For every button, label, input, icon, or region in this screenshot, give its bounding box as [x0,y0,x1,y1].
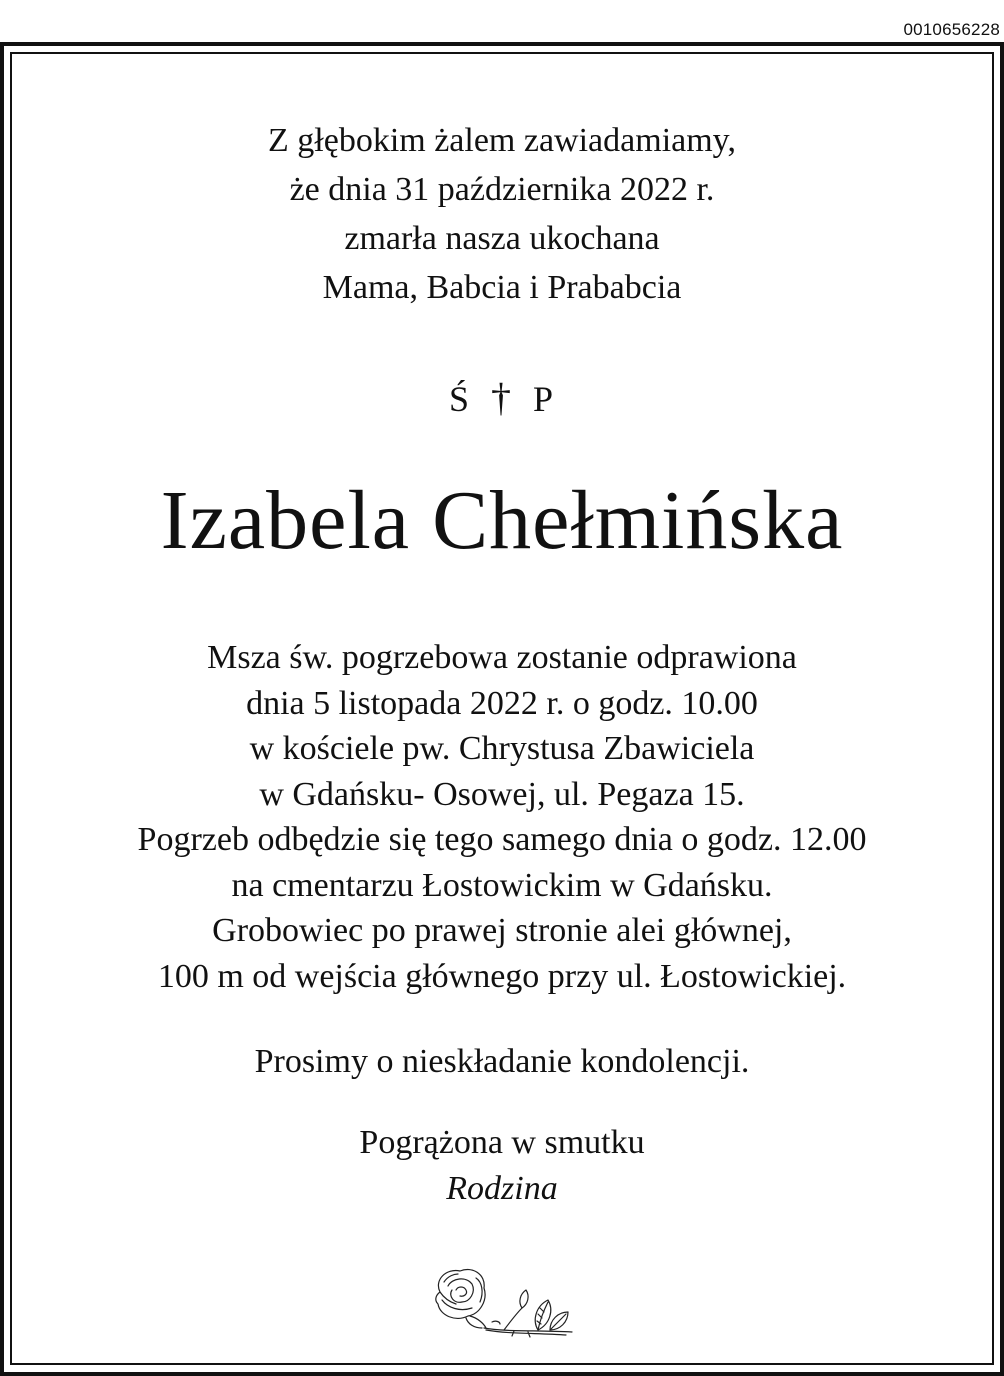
funeral-line: w kościele pw. Chrystusa Zbawiciela [249,730,755,767]
intro-line: Z głębokim żalem zawiadamiamy, [268,122,736,159]
closing-block [12,1120,992,1212]
funeral-line: 100 m od wejścia głównego przy ul. Łostowickiej. [157,957,847,995]
funeral-line: Grobowiec po prawej stronie alei głównej, [212,912,792,949]
funeral-line: dnia 5 listopada 2022 r. o godz. 10.00 [246,684,758,722]
funeral-line: Msza św. pogrzebowa zostanie odprawiona [207,639,797,676]
cross-icon: † [491,375,513,420]
rose-icon [426,1262,580,1354]
funeral-line: w Gdańsku- Osowej, ul. Pegaza 15. [259,775,745,813]
intro-line: zmarła nasza ukochana [344,220,660,257]
funeral-line: na cmentarzu Łostowickim w Gdańsku. [231,866,773,904]
memorial-symbols [12,376,992,421]
funeral-line: Pogrzeb odbędzie się tego samego dnia o godz. 12.00 [137,821,867,858]
request-line: Prosimy o nieskładanie kondolencji. [254,1043,750,1080]
intro-line: że dnia 31 października 2022 r. [289,171,715,208]
funeral-details [12,635,992,999]
condolence-request [12,1037,992,1086]
signature: Rodzina [446,1170,558,1207]
symbol-letter-s: Ś [448,379,471,419]
deceased-name: Izabela Chełmińska [160,474,844,567]
intro-block [12,116,992,312]
obituary-content [12,54,992,1212]
symbol-letter-p: P [533,379,556,419]
document-id: 0010656228 [903,20,1000,39]
intro-line: Mama, Babcia i Prababcia [322,269,682,306]
closing-line: Pogrążona w smutku [359,1124,645,1161]
